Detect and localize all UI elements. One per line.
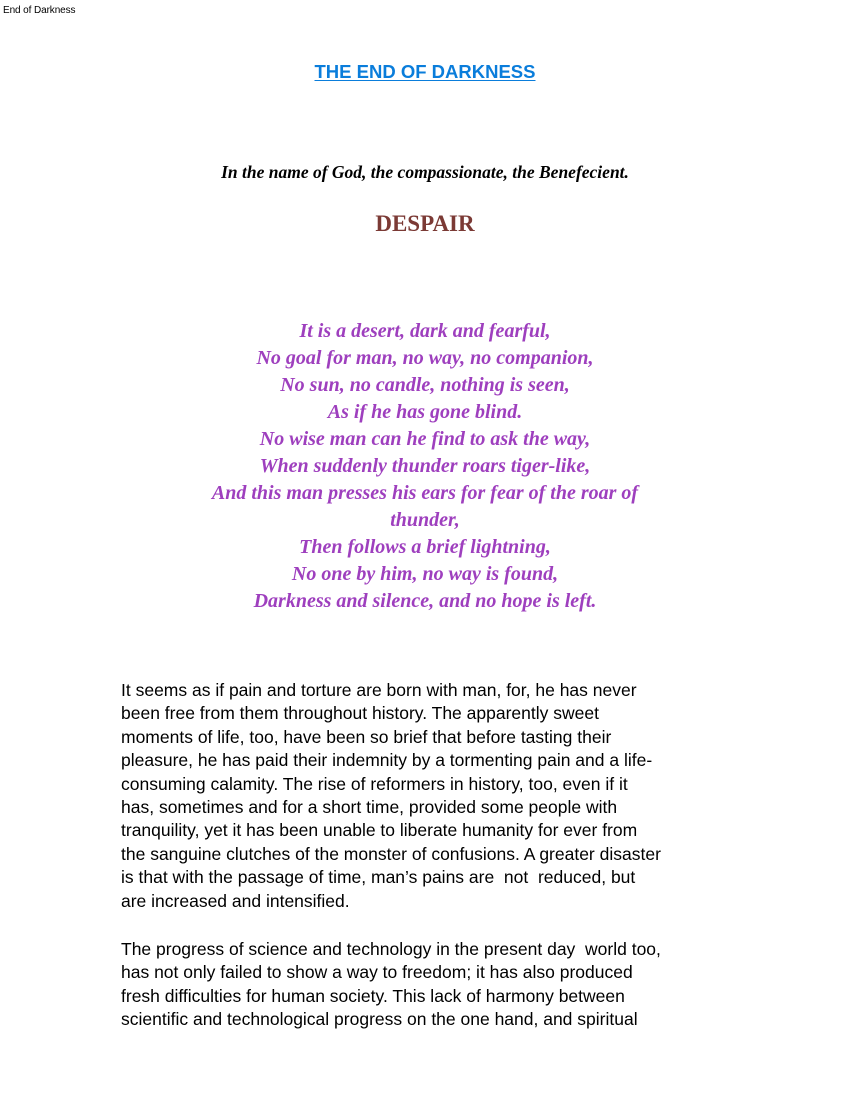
invocation-line: In the name of God, the compassionate, the Benefecient.: [221, 162, 629, 182]
paragraph-line: the sanguine clutches of the monster of confusions. A greater disaster: [121, 843, 661, 864]
poem-line: No wise man can he find to ask the way,: [259, 428, 591, 450]
paragraph-line: has not only failed to show a way to freedom; it has also produced: [121, 962, 633, 983]
body-paragraph-2: [121, 938, 731, 1032]
running-header: End of Darkness: [3, 5, 76, 16]
poem-line: And this man presses his ears for fear of the roar of: [211, 482, 639, 504]
poem-line: No goal for man, no way, no companion,: [256, 347, 594, 369]
poem-line: When suddenly thunder roars tiger-like,: [259, 455, 591, 477]
paragraph-line: The progress of science and technology in the present day world too,: [121, 939, 661, 959]
document-title: THE END OF DARKNESS: [314, 61, 536, 82]
paragraph-line: It seems as if pain and torture are born with man, for, he has never: [121, 680, 637, 700]
poem-line: Then follows a brief lightning,: [299, 536, 551, 558]
body-paragraph-1: [121, 679, 731, 913]
paragraph-line: are increased and intensified.: [121, 890, 350, 911]
paragraph-line: been free from them throughout history. The apparently sweet: [121, 703, 599, 724]
section-heading: DESPAIR: [375, 211, 475, 236]
poem-line: No one by him, no way is found,: [291, 563, 559, 585]
poem-line: As if he has gone blind.: [327, 401, 523, 423]
paragraph-line: fresh difficulties for human society. This lack of harmony between: [121, 985, 625, 1006]
paragraph-line: tranquility, yet it has been unable to liberate humanity for ever from: [121, 820, 638, 841]
poem-line: It is a desert, dark and fearful,: [299, 320, 551, 342]
paragraph-line: has, sometimes and for a short time, provided some people with: [121, 797, 618, 818]
poem: [175, 318, 675, 615]
paragraph-line: scientific and technological progress on the one hand, and spiritual: [121, 1009, 638, 1030]
paragraph-line: pleasure, he has paid their indemnity by a tormenting pain and a life-: [121, 750, 653, 771]
paragraph-line: is that with the passage of time, man’s pains are not reduced, but: [121, 867, 636, 888]
poem-line: No sun, no candle, nothing is seen,: [280, 374, 570, 396]
paragraph-line: consuming calamity. The rise of reformers in history, too, even if it: [121, 773, 628, 794]
paragraph-line: moments of life, too, have been so brief that before tasting their: [121, 726, 612, 747]
poem-line: Darkness and silence, and no hope is left.: [253, 590, 597, 612]
poem-line: thunder,: [390, 509, 460, 531]
